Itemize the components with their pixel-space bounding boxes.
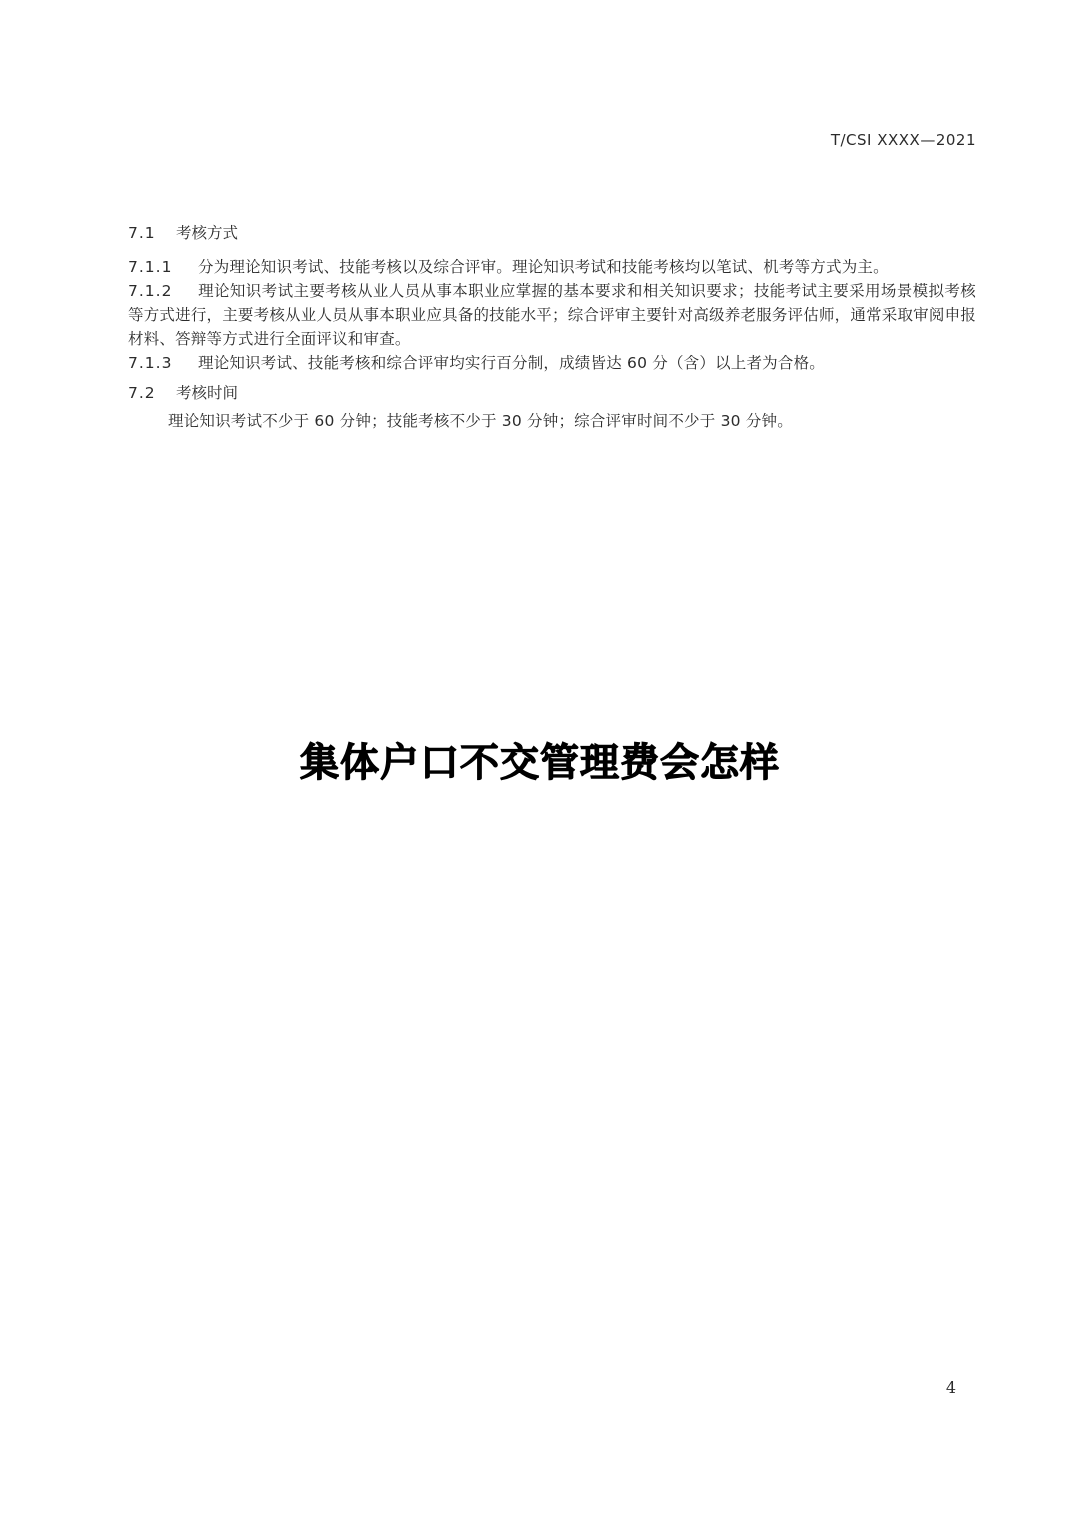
clause-text: 分为理论知识考试、技能考核以及综合评审。理论知识考试和技能考核均以笔试、机考等方式为主。 [198, 258, 889, 276]
document-body [128, 219, 976, 433]
clause-text: 理论知识考试、技能考核和综合评审均实行百分制，成绩皆达 60 分（含）以上者为合格。 [198, 354, 825, 372]
clause-text: 理论知识考试主要考核从业人员从事本职业应掌握的基本要求和相关知识要求；技能考试主要采用场景模拟考核等方式进行，主要考核从业人员从事本职业应具备的技能水平；综合评审主要针对高级养老服务评估师，通常采取审阅申报材料、答辩等方式进行全面评议和审查。 [128, 282, 976, 348]
page-number: 4 [945, 1378, 956, 1397]
section-heading-7-1 [128, 221, 976, 245]
paragraph-7-1-1 [128, 255, 976, 279]
paragraph-7-1-3 [128, 351, 976, 375]
paragraph-7-1-2 [128, 279, 976, 351]
paragraph-7-2: 理论知识考试不少于 60 分钟；技能考核不少于 30 分钟；综合评审时间不少于 30 分钟。 [168, 412, 793, 430]
section-title: 考核方式 [176, 224, 239, 242]
section-number: 7.2 [128, 384, 156, 402]
clause-number: 7.1.1 [128, 258, 173, 276]
clause-number: 7.1.3 [128, 354, 173, 372]
overlay-title: 集体户口不交管理费会怎样 [299, 741, 780, 786]
clause-number: 7.1.2 [128, 282, 173, 300]
section-heading-7-2 [128, 381, 976, 405]
section-number: 7.1 [128, 224, 156, 242]
section-title: 考核时间 [176, 384, 239, 402]
standard-code: T/CSI XXXX—2021 [830, 131, 976, 149]
